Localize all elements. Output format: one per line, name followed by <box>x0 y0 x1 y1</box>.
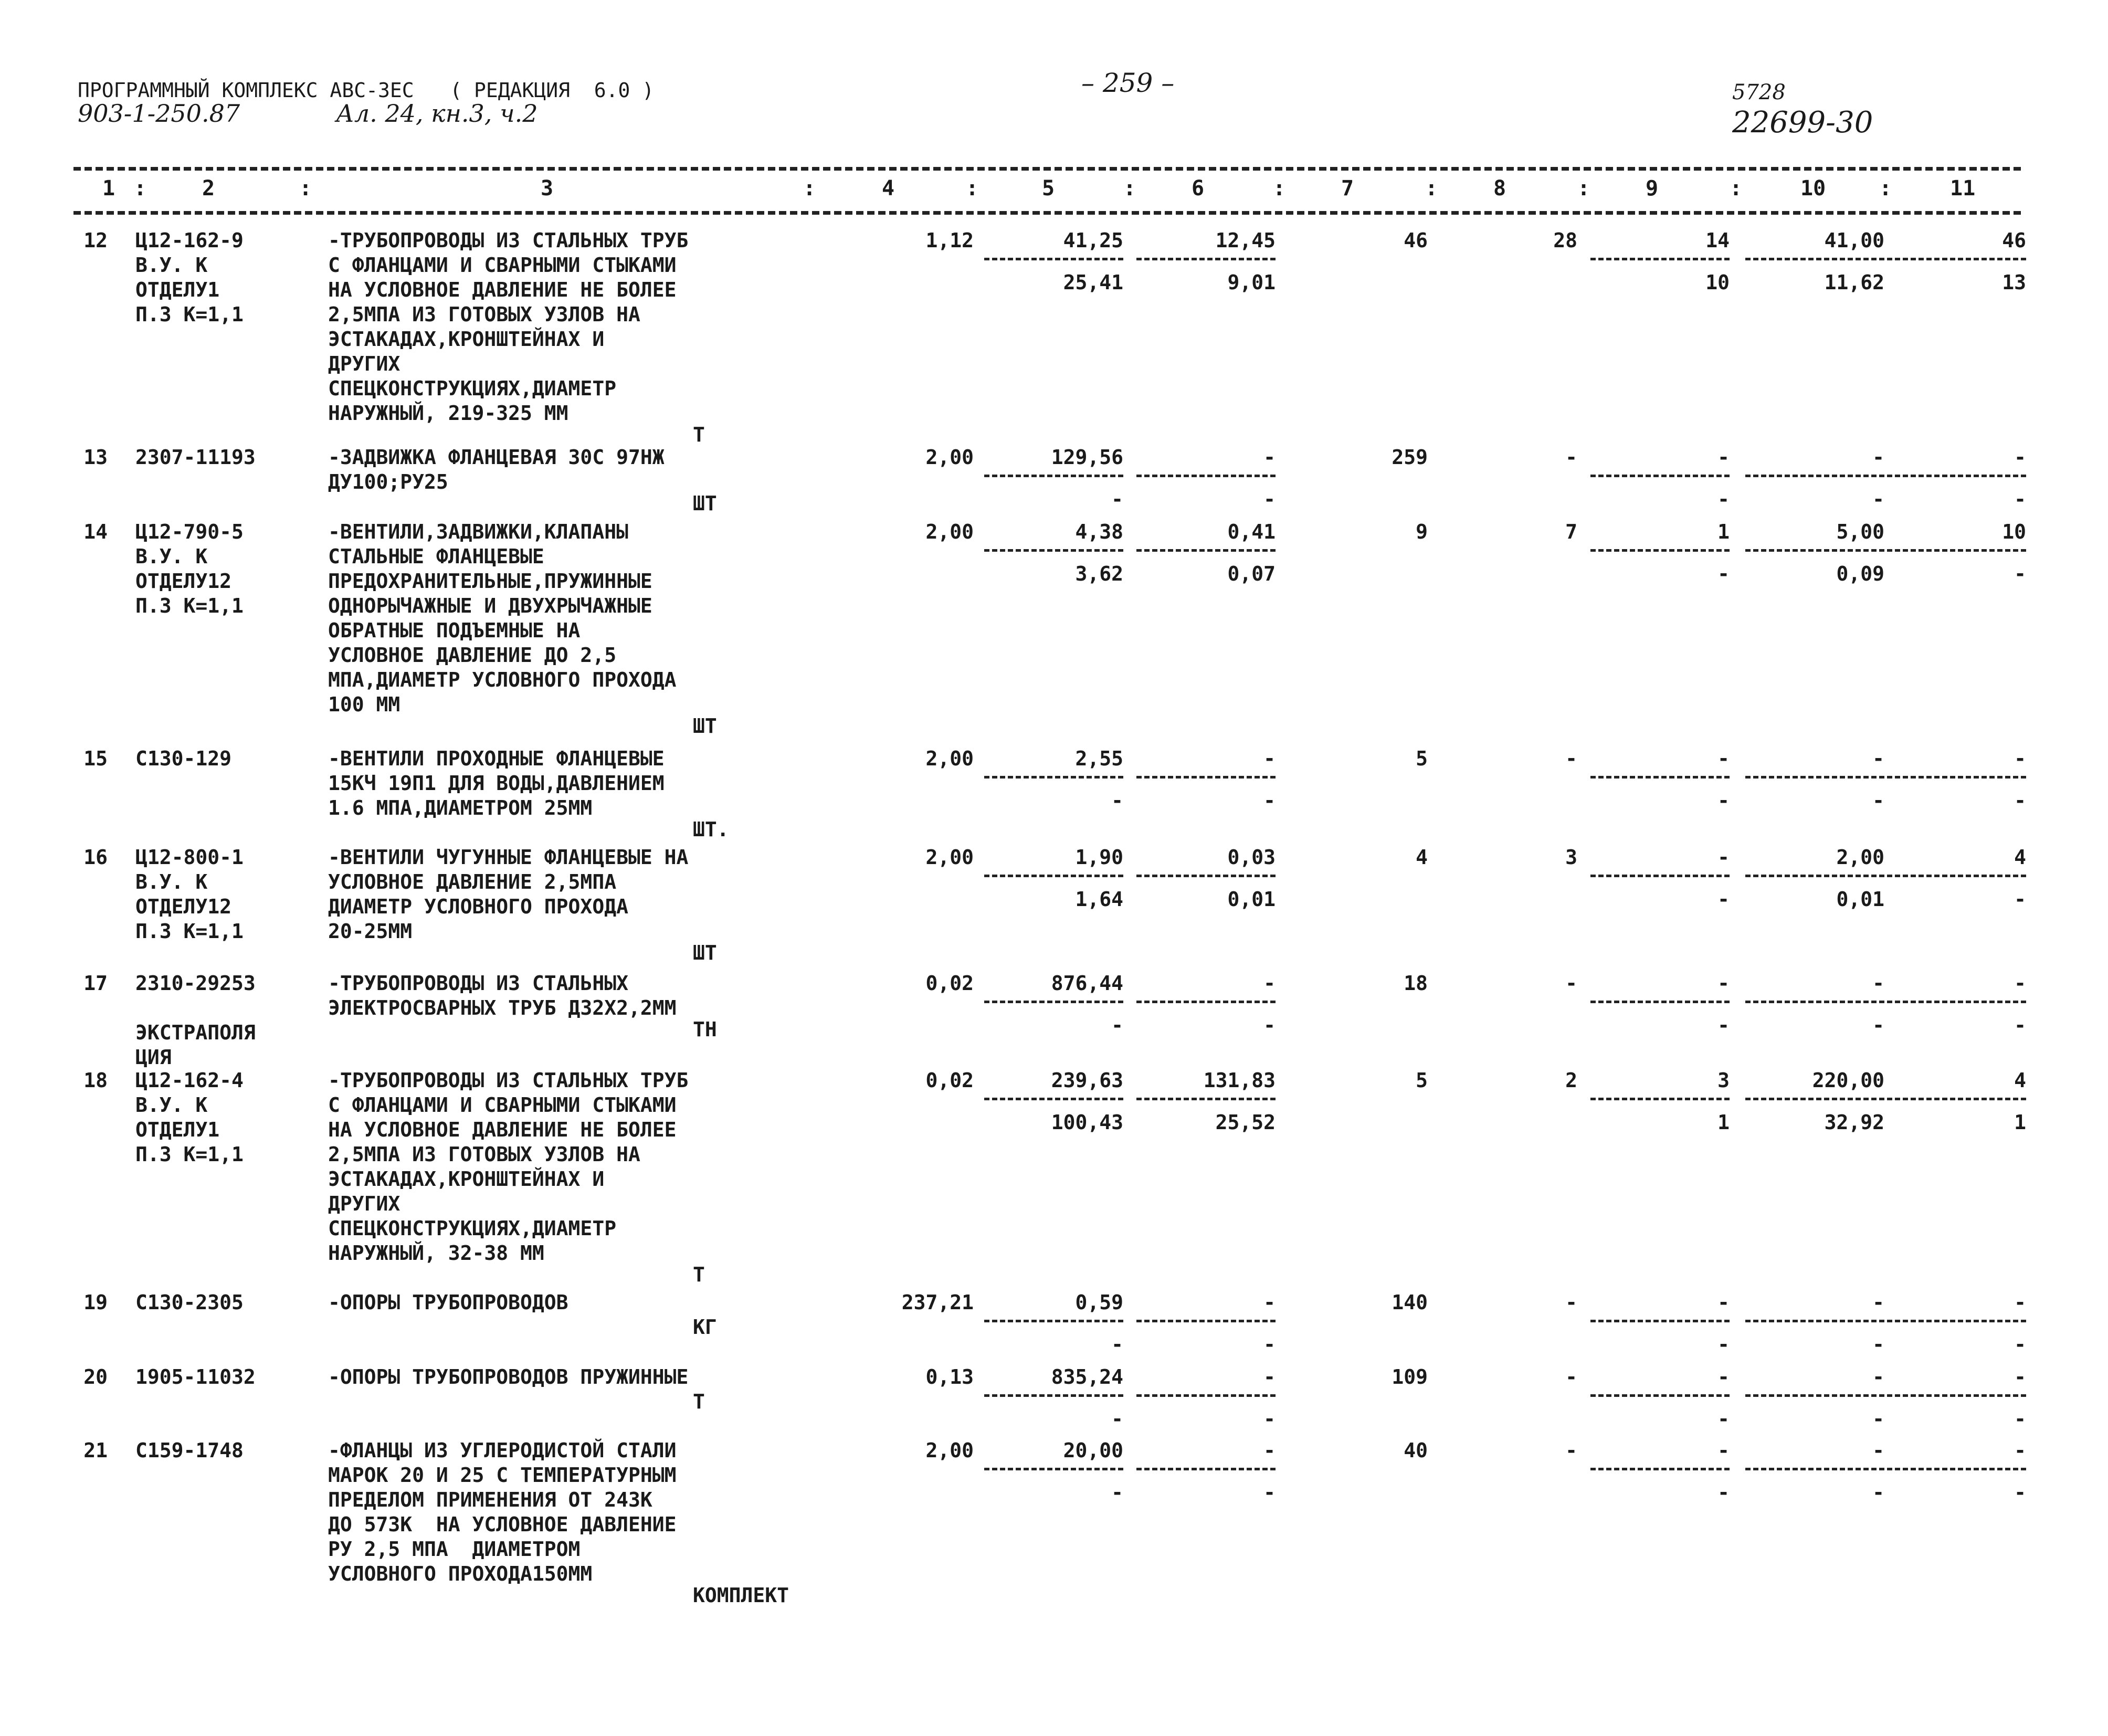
row-code-line: В.У. К <box>135 870 208 893</box>
cell-c10-top: - <box>1872 1291 1884 1314</box>
cell-c10-bottom: 32,92 <box>1824 1111 1884 1134</box>
cell-c5-divider <box>984 1394 1123 1397</box>
cell-c6-top: 0,41 <box>1227 520 1276 543</box>
cell-c9-top: - <box>1717 846 1730 869</box>
cell-c10-top: - <box>1872 1365 1884 1388</box>
row-description-line: -ВЕНТИЛИ ЧУГУННЫЕ ФЛАНЦЕВЫЕ НА <box>328 846 689 869</box>
row-unit: Т <box>693 1263 705 1286</box>
row-code-line: П.3 К=1,1 <box>135 594 244 617</box>
cell-col7: 5 <box>1416 1069 1428 1092</box>
cell-c6-divider <box>1136 1394 1276 1397</box>
row-description-line: ДРУГИХ <box>328 1192 400 1215</box>
row-description-line: УСЛОВНОЕ ДАВЛЕНИЕ ДО 2,5 <box>328 644 617 667</box>
project-code: 903-1-250.87 <box>78 99 240 128</box>
row-description-line: РУ 2,5 МПА ДИАМЕТРОМ <box>328 1538 581 1561</box>
cell-c9-divider <box>1590 1098 1730 1100</box>
cell-c5-bottom: 25,41 <box>1063 271 1123 294</box>
row-description-line: С ФЛАНЦАМИ И СВАРНЫМИ СТЫКАМИ <box>328 1093 677 1117</box>
cell-c9-bottom: - <box>1717 1014 1730 1037</box>
cell-c6-bottom: - <box>1263 1481 1276 1504</box>
cell-c6-bottom: - <box>1263 789 1276 812</box>
row-code-line: В.У. К <box>135 1093 208 1117</box>
cell-c6-divider <box>1136 875 1276 877</box>
cell-c5-top: 4,38 <box>1075 520 1123 543</box>
row-description-line: -ТРУБОПРОВОДЫ ИЗ СТАЛЬНЫХ ТРУБ <box>328 1069 689 1092</box>
row-unit: ТН <box>693 1018 717 1041</box>
cell-c11-divider <box>1887 549 2026 552</box>
cell-c5-bottom: - <box>1111 789 1123 812</box>
row-unit: Т <box>693 1390 705 1413</box>
row-description-line: ДО 573К НА УСЛОВНОЕ ДАВЛЕНИЕ <box>328 1513 677 1536</box>
cell-c5-bottom: - <box>1111 488 1123 511</box>
row-unit: ШТ <box>693 714 717 738</box>
cell-c9-divider <box>1590 1394 1730 1397</box>
row-code-line: С130-129 <box>135 747 232 770</box>
cell-c11-top: - <box>2014 1365 2026 1388</box>
cell-c9-bottom: - <box>1717 888 1730 911</box>
row-number: 21 <box>83 1439 108 1462</box>
cell-c5-top: 20,00 <box>1063 1439 1123 1462</box>
cell-c11-bottom: - <box>2014 1407 2026 1430</box>
cell-c6-divider <box>1136 549 1276 552</box>
row-description-line: 2,5МПА ИЗ ГОТОВЫХ УЗЛОВ НА <box>328 1143 640 1166</box>
cell-c5-top: 239,63 <box>1051 1069 1123 1092</box>
row-code-line: 2307-11193 <box>135 446 256 469</box>
column-header-1: 1 <box>102 176 115 201</box>
column-separator: : <box>1577 176 1590 201</box>
cell-c10-divider <box>1745 1320 1884 1322</box>
row-description-line: -ОПОРЫ ТРУБОПРОВОДОВ ПРУЖИННЫЕ <box>328 1365 689 1388</box>
column-header-5: 5 <box>1042 176 1055 201</box>
cell-c6-divider <box>1136 258 1276 260</box>
column-header-4: 4 <box>882 176 895 201</box>
cell-c5-top: 2,55 <box>1075 747 1123 770</box>
cell-c10-bottom: - <box>1872 1333 1884 1356</box>
cell-c9-bottom: - <box>1717 1407 1730 1430</box>
cell-c5-divider <box>984 875 1123 877</box>
cell-col4: 2,00 <box>925 446 974 469</box>
cell-col4: 2,00 <box>925 747 974 770</box>
cell-c10-bottom: - <box>1872 488 1884 511</box>
column-header-8: 8 <box>1493 176 1506 201</box>
row-description-line: С ФЛАНЦАМИ И СВАРНЫМИ СТЫКАМИ <box>328 254 677 277</box>
row-description-line: -ВЕНТИЛИ ПРОХОДНЫЕ ФЛАНЦЕВЫЕ <box>328 747 665 770</box>
column-separator: : <box>134 176 147 201</box>
cell-col8: 3 <box>1565 846 1577 869</box>
row-description-line: СПЕЦКОНСТРУКЦИЯХ,ДИАМЕТР <box>328 377 617 400</box>
cell-c9-top: 3 <box>1717 1069 1730 1092</box>
column-separator: : <box>1730 176 1743 201</box>
row-number: 18 <box>83 1069 108 1092</box>
cell-c10-divider <box>1745 1394 1884 1397</box>
cell-c11-top: - <box>2014 1439 2026 1462</box>
cell-c10-bottom: 11,62 <box>1824 271 1884 294</box>
header-bottom-rule <box>73 211 2021 215</box>
cell-c5-divider <box>984 475 1123 477</box>
column-separator: : <box>1123 176 1136 201</box>
cell-c9-divider <box>1590 258 1730 260</box>
cell-c10-bottom: - <box>1872 1481 1884 1504</box>
cell-col8: - <box>1565 972 1577 995</box>
row-description-line: ДРУГИХ <box>328 352 400 375</box>
row-description-line: НА УСЛОВНОЕ ДАВЛЕНИЕ НЕ БОЛЕЕ <box>328 278 677 301</box>
row-number: 16 <box>83 846 108 869</box>
cell-c5-top: 129,56 <box>1051 446 1123 469</box>
cell-c9-bottom: - <box>1717 488 1730 511</box>
cell-c5-top: 1,90 <box>1075 846 1123 869</box>
cell-c11-top: - <box>2014 446 2026 469</box>
cell-c5-top: 0,59 <box>1075 1291 1123 1314</box>
cell-c9-divider <box>1590 776 1730 778</box>
cell-c11-divider <box>1887 776 2026 778</box>
row-code-line: Ц12-790-5 <box>135 520 244 543</box>
cell-c9-bottom: - <box>1717 1333 1730 1356</box>
cell-col7: 140 <box>1392 1291 1428 1314</box>
row-description-line: НА УСЛОВНОЕ ДАВЛЕНИЕ НЕ БОЛЕЕ <box>328 1118 677 1141</box>
row-description-line: -ВЕНТИЛИ,ЗАДВИЖКИ,КЛАПАНЫ <box>328 520 628 543</box>
cell-col8: - <box>1565 446 1577 469</box>
cell-col4: 2,00 <box>925 1439 974 1462</box>
cell-c11-bottom: - <box>2014 488 2026 511</box>
cell-c10-bottom: - <box>1872 1014 1884 1037</box>
row-code-line: С159-1748 <box>135 1439 244 1462</box>
cell-c9-bottom: - <box>1717 562 1730 585</box>
cell-c6-bottom: 25,52 <box>1215 1111 1276 1134</box>
cell-c11-divider <box>1887 1001 2026 1003</box>
row-description-line: ОБРАТНЫЕ ПОДЪЕМНЫЕ НА <box>328 619 581 642</box>
row-code-line: ОТДЕЛУ1 <box>135 278 220 301</box>
cell-c10-top: - <box>1872 446 1884 469</box>
row-code-line: ЭКСТРАПОЛЯ <box>135 1021 256 1044</box>
column-header-7: 7 <box>1341 176 1354 201</box>
cell-c6-divider <box>1136 1001 1276 1003</box>
row-code-line: П.3 К=1,1 <box>135 303 244 326</box>
cell-col7: 5 <box>1416 747 1428 770</box>
cell-c11-divider <box>1887 1320 2026 1322</box>
row-unit: ШТ <box>693 492 717 515</box>
cell-c10-bottom: 0,09 <box>1836 562 1884 585</box>
row-description-line: ЭЛЕКТРОСВАРНЫХ ТРУБ Д32Х2,2ММ <box>328 996 677 1019</box>
cell-c5-divider <box>984 549 1123 552</box>
row-number: 13 <box>83 446 108 469</box>
cell-c6-bottom: 9,01 <box>1227 271 1276 294</box>
cell-col7: 259 <box>1392 446 1428 469</box>
cell-c10-top: - <box>1872 972 1884 995</box>
cell-c10-top: - <box>1872 747 1884 770</box>
cell-col4: 0,13 <box>925 1365 974 1388</box>
row-code-line: П.3 К=1,1 <box>135 920 244 943</box>
cell-c9-bottom: - <box>1717 1481 1730 1504</box>
cell-col8: 7 <box>1565 520 1577 543</box>
cell-c10-top: 5,00 <box>1836 520 1884 543</box>
cell-c9-divider <box>1590 549 1730 552</box>
cell-c11-bottom: - <box>2014 888 2026 911</box>
cell-c11-bottom: - <box>2014 1014 2026 1037</box>
row-code-line: Ц12-162-9 <box>135 229 244 252</box>
row-code-line: ОТДЕЛУ1 <box>135 1118 220 1141</box>
cell-col8: - <box>1565 1365 1577 1388</box>
row-description-line: НАРУЖНЫЙ, 32-38 ММ <box>328 1241 544 1265</box>
cell-c11-divider <box>1887 875 2026 877</box>
row-description-line: СТАЛЬНЫЕ ФЛАНЦЕВЫЕ <box>328 545 544 568</box>
cell-c6-top: - <box>1263 1365 1276 1388</box>
row-number: 20 <box>83 1365 108 1388</box>
row-code-line: П.3 К=1,1 <box>135 1143 244 1166</box>
cell-col4: 1,12 <box>925 229 974 252</box>
row-description-line: 20-25ММ <box>328 920 413 943</box>
cell-c6-top: 0,03 <box>1227 846 1276 869</box>
cell-c6-divider <box>1136 475 1276 477</box>
cell-c10-divider <box>1745 475 1884 477</box>
cell-c10-divider <box>1745 875 1884 877</box>
row-number: 17 <box>83 972 108 995</box>
cell-c5-divider <box>984 1001 1123 1003</box>
cell-c11-top: - <box>2014 972 2026 995</box>
cell-c6-bottom: - <box>1263 488 1276 511</box>
column-header-2: 2 <box>202 176 215 201</box>
cell-c11-divider <box>1887 258 2026 260</box>
cell-c5-top: 876,44 <box>1051 972 1123 995</box>
cell-c5-bottom: - <box>1111 1407 1123 1430</box>
cell-col7: 40 <box>1404 1439 1428 1462</box>
cell-c11-bottom: - <box>2014 789 2026 812</box>
cell-c11-divider <box>1887 475 2026 477</box>
row-code-line: 1905-11032 <box>135 1365 256 1388</box>
cell-c11-bottom: - <box>2014 1333 2026 1356</box>
cell-c5-bottom: - <box>1111 1014 1123 1037</box>
cell-c5-divider <box>984 1468 1123 1470</box>
cell-c9-divider <box>1590 1468 1730 1470</box>
row-description-line: -ЗАДВИЖКА ФЛАНЦЕВАЯ 30С 97НЖ <box>328 446 665 469</box>
cell-c6-top: - <box>1263 446 1276 469</box>
cell-col7: 9 <box>1416 520 1428 543</box>
cell-c9-top: - <box>1717 747 1730 770</box>
row-code-line: С130-2305 <box>135 1291 244 1314</box>
cell-col4: 237,21 <box>901 1291 974 1314</box>
cell-c10-divider <box>1745 549 1884 552</box>
column-separator: : <box>1273 176 1286 201</box>
row-description-line: 2,5МПА ИЗ ГОТОВЫХ УЗЛОВ НА <box>328 303 640 326</box>
row-description-line: УСЛОВНОГО ПРОХОДА150ММ <box>328 1562 593 1585</box>
cell-c11-bottom: - <box>2014 1481 2026 1504</box>
cell-c9-divider <box>1590 1001 1730 1003</box>
cell-col4: 0,02 <box>925 1069 974 1092</box>
column-separator: : <box>1425 176 1438 201</box>
row-description-line: МПА,ДИАМЕТР УСЛОВНОГО ПРОХОДА <box>328 668 677 691</box>
album-reference: Ал. 24, кн.3, ч.2 <box>336 99 538 128</box>
column-header-11: 11 <box>1950 176 1976 201</box>
row-description-line: НАРУЖНЫЙ, 219-325 ММ <box>328 402 568 425</box>
cell-col8: - <box>1565 1439 1577 1462</box>
cell-c11-bottom: - <box>2014 562 2026 585</box>
column-separator: : <box>966 176 979 201</box>
cell-col7: 46 <box>1404 229 1428 252</box>
cell-c10-top: 2,00 <box>1836 846 1884 869</box>
cell-c9-bottom: - <box>1717 789 1730 812</box>
cell-c10-divider <box>1745 1098 1884 1100</box>
cell-c10-top: 220,00 <box>1812 1069 1884 1092</box>
row-number: 15 <box>83 747 108 770</box>
row-number: 19 <box>83 1291 108 1314</box>
cell-c6-top: - <box>1263 1291 1276 1314</box>
row-code-line: В.У. К <box>135 545 208 568</box>
row-code-line: ОТДЕЛУ12 <box>135 895 232 918</box>
cell-c11-divider <box>1887 1098 2026 1100</box>
cell-c10-top: 41,00 <box>1824 229 1884 252</box>
cell-c9-divider <box>1590 1320 1730 1322</box>
column-separator: : <box>1879 176 1892 201</box>
top-rule <box>73 167 2021 171</box>
row-description-line: 15КЧ 19П1 ДЛЯ ВОДЫ,ДАВЛЕНИЕМ <box>328 772 665 795</box>
row-description-line: ДИАМЕТР УСЛОВНОГО ПРОХОДА <box>328 895 628 918</box>
cell-col7: 109 <box>1392 1365 1428 1388</box>
cell-c6-top: - <box>1263 1439 1276 1462</box>
row-code-line: Ц12-162-4 <box>135 1069 244 1092</box>
row-description-line: СПЕЦКОНСТРУКЦИЯХ,ДИАМЕТР <box>328 1217 617 1240</box>
cell-c9-top: 14 <box>1705 229 1730 252</box>
cell-c6-top: 131,83 <box>1203 1069 1276 1092</box>
cell-c10-bottom: - <box>1872 1407 1884 1430</box>
cell-c5-bottom: - <box>1111 1481 1123 1504</box>
cell-c5-top: 41,25 <box>1063 229 1123 252</box>
row-unit: Т <box>693 423 705 446</box>
cell-col8: 28 <box>1553 229 1577 252</box>
cell-c5-bottom: 3,62 <box>1075 562 1123 585</box>
small-number: 5728 <box>1732 80 1786 104</box>
cell-c11-top: - <box>2014 1291 2026 1314</box>
cell-col8: - <box>1565 747 1577 770</box>
cell-c5-divider <box>984 258 1123 260</box>
row-description-line: УСЛОВНОЕ ДАВЛЕНИЕ 2,5МПА <box>328 870 617 893</box>
cell-c11-top: 4 <box>2014 1069 2026 1092</box>
cell-c5-divider <box>984 1098 1123 1100</box>
row-number: 14 <box>83 520 108 543</box>
cell-c10-divider <box>1745 776 1884 778</box>
row-unit: КОМПЛЕКТ <box>693 1584 789 1607</box>
cell-col4: 2,00 <box>925 520 974 543</box>
cell-c9-top: - <box>1717 972 1730 995</box>
column-header-10: 10 <box>1800 176 1826 201</box>
cell-c9-divider <box>1590 475 1730 477</box>
row-code-line: 2310-29253 <box>135 972 256 995</box>
cell-c9-top: - <box>1717 1365 1730 1388</box>
cell-c6-bottom: - <box>1263 1014 1276 1037</box>
row-code-line: Ц12-800-1 <box>135 846 244 869</box>
cell-c9-top: - <box>1717 446 1730 469</box>
cell-c6-bottom: 0,01 <box>1227 888 1276 911</box>
row-unit: ШТ <box>693 941 717 964</box>
row-description-line: ОДНОРЫЧАЖНЫЕ И ДВУХРЫЧАЖНЫЕ <box>328 594 652 617</box>
cell-c6-divider <box>1136 1320 1276 1322</box>
cell-c10-divider <box>1745 1468 1884 1470</box>
row-unit: КГ <box>693 1316 717 1339</box>
column-separator: : <box>803 176 816 201</box>
cell-c10-bottom: 0,01 <box>1836 888 1884 911</box>
document-number: 22699-30 <box>1732 106 1873 140</box>
row-code-line: ОТДЕЛУ12 <box>135 570 232 593</box>
cell-col8: - <box>1565 1291 1577 1314</box>
page-number: – 259 – <box>1081 68 1175 98</box>
row-description-line: 1.6 МПА,ДИАМЕТРОМ 25ММ <box>328 796 593 819</box>
row-description-line: ПРЕДЕЛОМ ПРИМЕНЕНИЯ ОТ 243К <box>328 1488 652 1511</box>
row-description-line: 100 ММ <box>328 693 400 716</box>
cell-c11-top: 4 <box>2014 846 2026 869</box>
cell-c11-bottom: 13 <box>2002 271 2026 294</box>
cell-c11-top: 46 <box>2002 229 2026 252</box>
cell-c6-bottom: - <box>1263 1407 1276 1430</box>
cell-c5-bottom: - <box>1111 1333 1123 1356</box>
cell-c10-divider <box>1745 1001 1884 1003</box>
row-description-line: -ТРУБОПРОВОДЫ ИЗ СТАЛЬНЫХ ТРУБ <box>328 229 689 252</box>
row-description-line: МАРОК 20 И 25 С ТЕМПЕРАТУРНЫМ <box>328 1464 677 1487</box>
cell-c6-top: - <box>1263 747 1276 770</box>
cell-c10-top: - <box>1872 1439 1884 1462</box>
cell-c10-bottom: - <box>1872 789 1884 812</box>
cell-c9-top: - <box>1717 1291 1730 1314</box>
row-description-line: -ФЛАНЦЫ ИЗ УГЛЕРОДИСТОЙ СТАЛИ <box>328 1439 677 1462</box>
row-unit: ШТ. <box>693 818 729 841</box>
cell-c9-bottom: 1 <box>1717 1111 1730 1134</box>
cell-col8: 2 <box>1565 1069 1577 1092</box>
program-header: ПРОГРАММНЫЙ КОМПЛЕКС АВС-ЗЕС ( РЕДАКЦИЯ 6.0 ) <box>78 79 655 102</box>
cell-c5-top: 835,24 <box>1051 1365 1123 1388</box>
cell-c5-divider <box>984 776 1123 778</box>
cell-c6-bottom: - <box>1263 1333 1276 1356</box>
cell-c11-top: - <box>2014 747 2026 770</box>
row-description-line: ДУ100;РУ25 <box>328 470 448 493</box>
cell-c6-divider <box>1136 1468 1276 1470</box>
cell-c11-divider <box>1887 1468 2026 1470</box>
row-description-line: ПРЕДОХРАНИТЕЛЬНЫЕ,ПРУЖИННЫЕ <box>328 570 652 593</box>
cell-c11-top: 10 <box>2002 520 2026 543</box>
cell-c9-top: - <box>1717 1439 1730 1462</box>
cell-col7: 18 <box>1404 972 1428 995</box>
column-separator: : <box>299 176 312 201</box>
column-header-9: 9 <box>1646 176 1659 201</box>
cell-c5-bottom: 1,64 <box>1075 888 1123 911</box>
cell-c11-bottom: 1 <box>2014 1111 2026 1134</box>
cell-c6-bottom: 0,07 <box>1227 562 1276 585</box>
cell-c6-top: 12,45 <box>1215 229 1276 252</box>
column-header-6: 6 <box>1192 176 1205 201</box>
cell-c5-bottom: 100,43 <box>1051 1111 1123 1134</box>
cell-col4: 2,00 <box>925 846 974 869</box>
row-code-line: ЦИЯ <box>135 1046 172 1069</box>
cell-c5-divider <box>984 1320 1123 1322</box>
cell-c6-top: - <box>1263 972 1276 995</box>
cell-col4: 0,02 <box>925 972 974 995</box>
row-description-line: ЭСТАКАДАХ,КРОНШТЕЙНАХ И <box>328 1167 605 1191</box>
cell-c11-divider <box>1887 1394 2026 1397</box>
cell-c9-bottom: 10 <box>1705 271 1730 294</box>
row-number: 12 <box>83 229 108 252</box>
cell-col7: 4 <box>1416 846 1428 869</box>
cell-c9-divider <box>1590 875 1730 877</box>
row-description-line: -ТРУБОПРОВОДЫ ИЗ СТАЛЬНЫХ <box>328 972 628 995</box>
cell-c10-divider <box>1745 258 1884 260</box>
cell-c6-divider <box>1136 776 1276 778</box>
cell-c6-divider <box>1136 1098 1276 1100</box>
row-code-line: В.У. К <box>135 254 208 277</box>
row-description-line: -ОПОРЫ ТРУБОПРОВОДОВ <box>328 1291 568 1314</box>
column-header-3: 3 <box>541 176 554 201</box>
cell-c9-top: 1 <box>1717 520 1730 543</box>
row-description-line: ЭСТАКАДАХ,КРОНШТЕЙНАХ И <box>328 328 605 351</box>
